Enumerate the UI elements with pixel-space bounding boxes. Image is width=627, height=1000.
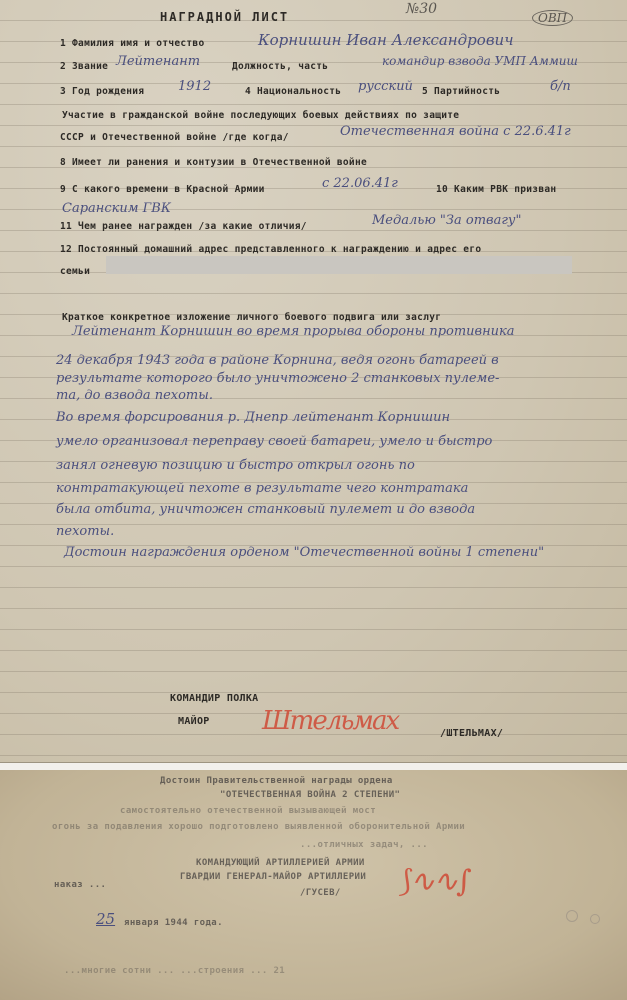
field-label-birth-year: 3 Год рождения bbox=[60, 86, 145, 97]
general-signature-scribble: ⟆∿∿∫ bbox=[400, 864, 470, 899]
field-label-draft-office: 10 Каким РВК призван bbox=[436, 184, 557, 195]
field-value-party: б/п bbox=[550, 79, 571, 94]
handwritten-line: Достоин награждения орденом "Отечественной войны 1 степени" bbox=[64, 545, 545, 560]
field-label-prior-awards: 11 Чем ранее награжден /за какие отличия/ bbox=[60, 221, 307, 232]
field-label-family: семьи bbox=[60, 266, 91, 277]
field-label-rank: 2 Звание bbox=[60, 61, 109, 72]
field-label-party: 5 Партийность bbox=[422, 86, 501, 97]
date-day: 25 bbox=[96, 910, 116, 928]
field-label-service-since: 9 С какого времени в Красной Армии bbox=[60, 184, 265, 195]
resolution-line: Достоин Правительственной награды ордена bbox=[160, 776, 393, 786]
field-label-position: Должность, часть bbox=[232, 61, 329, 72]
handwritten-line: контратакующей пехоте в результате чего контратака bbox=[56, 481, 469, 496]
handwritten-line: та, до взвода пехоты. bbox=[56, 388, 213, 403]
award-sheet-page-2 bbox=[0, 770, 627, 1000]
side-note: наказ ... bbox=[54, 880, 107, 890]
field-label-wounds: 8 Имеет ли ранения и контузии в Отечественной войне bbox=[60, 157, 367, 168]
field-value-birth-year: 1912 bbox=[178, 79, 212, 94]
artillery-commander-name: /ГУСЕВ/ bbox=[300, 888, 341, 898]
commander-name: /ШТЕЛЬМАХ/ bbox=[440, 728, 504, 739]
field-label-participation: Участие в гражданской войне последующих боевых действиях по защите bbox=[62, 110, 460, 121]
award-name-line: "ОТЕЧЕСТВЕННАЯ ВОЙНА 2 СТЕПЕНИ" bbox=[220, 790, 401, 800]
field-value-position: командир взвода УМП Аммиш bbox=[382, 54, 578, 68]
field-label-address: 12 Постоянный домашний адрес представленного к награждению и адрес его bbox=[60, 244, 482, 255]
field-label-name: 1 Фамилия имя и отчество bbox=[60, 38, 205, 49]
sheet-number: №30 bbox=[406, 1, 438, 17]
field-label-ussr-war: СССР и Отечественной войне /где когда/ bbox=[60, 132, 289, 143]
handwritten-line: Во время форсирования р. Днепр лейтенант Корнишин bbox=[56, 410, 451, 425]
redaction-bar bbox=[106, 256, 572, 274]
commander-signature: Штельмах bbox=[262, 706, 399, 736]
artillery-commander-rank: ГВАРДИИ ГЕНЕРАЛ-МАЙОР АРТИЛЛЕРИИ bbox=[180, 872, 367, 882]
handwritten-line: 24 декабря 1943 года в районе Корнина, ведя огонь батареей в bbox=[56, 353, 499, 368]
field-value-nationality: русский bbox=[358, 79, 413, 94]
date-text: января 1944 года. bbox=[124, 918, 223, 928]
field-value-war: Отечественная война с 22.6.41г bbox=[340, 124, 571, 139]
handwritten-line: занял огневую позицию и быстро открыл огонь по bbox=[56, 458, 415, 473]
faded-line: огонь за подавления хорошо подготовлено выявленной оборонительной Армии bbox=[52, 822, 466, 832]
handwritten-line: результате которого было уничтожено 2 станковых пулеме- bbox=[56, 371, 500, 386]
corner-stamp: ОВП bbox=[532, 10, 573, 26]
field-value-name: Корнишин Иван Александрович bbox=[258, 31, 514, 49]
commander-rank: МАЙОР bbox=[178, 716, 210, 727]
commander-title: КОМАНДИР ПОЛКА bbox=[170, 693, 259, 704]
artillery-commander-title: КОМАНДУЮЩИЙ АРТИЛЛЕРИЕЙ АРМИИ bbox=[196, 858, 365, 868]
faded-line: самостоятельно отечественной вызывающей мост bbox=[120, 806, 377, 816]
document-title: НАГРАДНОЙ ЛИСТ bbox=[160, 10, 290, 24]
summary-label: Краткое конкретное изложение личного боевого подвига или заслуг bbox=[62, 312, 442, 323]
field-value-prior-awards: Медалью "За отвагу" bbox=[372, 213, 522, 228]
field-label-nationality: 4 Национальность bbox=[245, 86, 342, 97]
faded-line: ...отличных задач, ... bbox=[300, 840, 429, 850]
field-value-service-since: с 22.06.41г bbox=[322, 176, 398, 191]
handwritten-line: была отбита, уничтожен станковый пулемет и до взвода bbox=[56, 502, 476, 517]
handwritten-line: пехоты. bbox=[56, 524, 115, 539]
field-value-rank: Лейтенант bbox=[116, 54, 201, 69]
handwritten-line: умело организовал переправу своей батареи, умело и быстро bbox=[56, 434, 493, 449]
punch-hole bbox=[566, 910, 578, 922]
punch-hole bbox=[590, 914, 600, 924]
faded-line: ...многие сотни ... ...строения ... 21 bbox=[64, 966, 286, 976]
field-value-draft-office: Саранским ГВК bbox=[62, 201, 171, 216]
handwritten-line: Лейтенант Корнишин во время прорыва обороны противника bbox=[72, 324, 515, 339]
